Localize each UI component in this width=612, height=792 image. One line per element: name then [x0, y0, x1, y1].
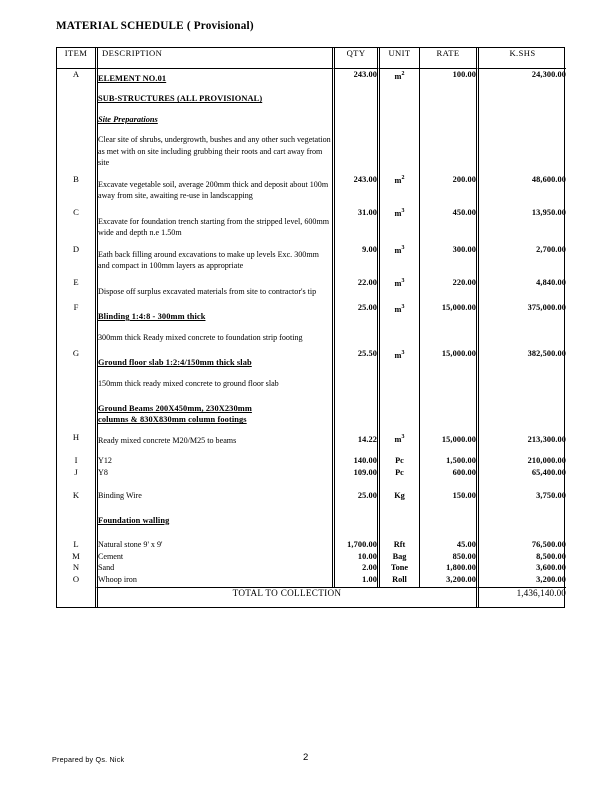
- row-unit: $m^3$: [377, 207, 419, 244]
- row-description-text: Y8: [98, 467, 108, 477]
- row-rate: 1,800.00: [419, 562, 476, 574]
- row-amount: 382,500.00: [476, 348, 566, 394]
- row-amount: [476, 502, 566, 539]
- row-qty: 140.00: [332, 446, 377, 467]
- row-item-letter: H: [72, 431, 80, 442]
- row-item-letter: [57, 502, 95, 539]
- material-schedule-table: [56, 47, 565, 608]
- row-qty: 10.00: [332, 551, 377, 563]
- row-rate: 450.00: [419, 207, 476, 244]
- table-row: [57, 174, 566, 207]
- table-row: [57, 467, 566, 479]
- row-item-letter: C: [73, 206, 79, 217]
- table-row: [57, 302, 566, 348]
- heading-foundation-walling: Foundation walling: [98, 515, 170, 525]
- row-qty: [332, 502, 377, 539]
- row-amount: 375,000.00: [476, 302, 566, 348]
- row-amount: 3,750.00: [476, 478, 566, 502]
- row-description-cell: [95, 277, 332, 303]
- row-item-letter: I: [74, 455, 78, 466]
- spacer: [98, 394, 332, 403]
- row-qty: 1,700.00: [332, 539, 377, 551]
- row-rate: 1,500.00: [419, 446, 476, 467]
- spacer: [98, 369, 332, 378]
- row-rate: 15,000.00: [419, 302, 476, 348]
- spacer: [98, 277, 332, 286]
- row-qty: 243.00: [332, 174, 377, 207]
- row-description-cell: [95, 244, 332, 277]
- spacer: [98, 323, 332, 332]
- page-title: MATERIAL SCHEDULE ( Provisional): [56, 20, 254, 32]
- row-amount: 3,200.00: [476, 574, 566, 588]
- table-header-row: [57, 48, 566, 69]
- row-unit: Pc: [377, 446, 419, 467]
- table-row: [57, 277, 566, 303]
- row-item-letter: E: [73, 276, 79, 287]
- row-item-letter: K: [72, 490, 80, 501]
- heading-ground-beams-line2: columns & 830X830mm column footings: [98, 415, 247, 425]
- row-qty: 243.00: [332, 69, 377, 174]
- row-amount: 48,600.00: [476, 174, 566, 207]
- row-amount: 13,950.00: [476, 207, 566, 244]
- row-description-text: Sand: [98, 563, 115, 573]
- table-row: [57, 446, 566, 467]
- total-value: 1,436,140.00: [476, 587, 566, 607]
- row-description-cell: [95, 446, 332, 467]
- row-description-cell: [95, 562, 332, 574]
- row-item-letter: M: [72, 550, 80, 561]
- row-item-letter: O: [72, 573, 80, 584]
- row-description-cell: [95, 302, 332, 348]
- row-qty: 109.00: [332, 467, 377, 479]
- column-header-item: ITEM: [57, 48, 95, 69]
- row-description-cell: [95, 207, 332, 244]
- row-item-letter: G: [72, 348, 80, 359]
- row-unit: $m^3$: [377, 244, 419, 277]
- row-rate: 600.00: [419, 467, 476, 479]
- row-amount: 210,000.00: [476, 446, 566, 467]
- row-item-letter: B: [73, 173, 79, 184]
- row-description-cell: [95, 69, 332, 174]
- row-description-text: Whoop iron: [98, 574, 137, 584]
- row-item-letter: D: [72, 243, 80, 254]
- row-amount: 76,500.00: [476, 539, 566, 551]
- row-description-text: Ready mixed concrete M20/M25 to beams: [98, 435, 237, 445]
- row-rate: 200.00: [419, 174, 476, 207]
- row-amount: 213,300.00: [476, 394, 566, 446]
- table-row: [57, 502, 566, 539]
- heading-element-no: ELEMENT NO.01: [98, 74, 167, 83]
- row-unit: $m^2$: [377, 174, 419, 207]
- row-rate: 100.00: [419, 69, 476, 174]
- row-amount: 8,500.00: [476, 551, 566, 563]
- row-description-cell: [95, 467, 332, 479]
- heading-ground-floor-slab: Ground floor slab 1:2:4/150mm thick slab: [98, 358, 252, 368]
- table-row: [57, 348, 566, 394]
- row-qty: 25.50: [332, 348, 377, 394]
- column-header-qty: QTY: [332, 48, 377, 69]
- heading-substructures: SUB-STRUCTURES (ALL PROVISIONAL): [98, 94, 263, 104]
- row-rate: 45.00: [419, 539, 476, 551]
- row-rate: 850.00: [419, 551, 476, 563]
- row-unit: Pc: [377, 467, 419, 479]
- table-row: [57, 574, 566, 588]
- row-description-cell: [95, 348, 332, 394]
- column-header-kshs: K.SHS: [476, 48, 566, 69]
- row-amount: 4,840.00: [476, 277, 566, 303]
- total-blank-item: [57, 587, 95, 607]
- row-description-cell: [95, 502, 332, 539]
- heading-blinding: Blinding 1:4:8 - 300mm thick: [98, 312, 206, 322]
- table-row: [57, 478, 566, 502]
- row-item-letter: F: [73, 302, 79, 313]
- table-row: [57, 69, 566, 174]
- row-description-text: Binding Wire: [98, 491, 142, 501]
- row-amount: 2,700.00: [476, 244, 566, 277]
- row-description-text: Eath back filling around excavations to make up levels Exc. 300mm and compact in 100mm layers as appropriate: [98, 249, 319, 271]
- column-header-description: DESCRIPTION: [95, 48, 332, 69]
- row-item-letter: A: [72, 69, 80, 79]
- row-rate: 300.00: [419, 244, 476, 277]
- row-unit: Tone: [377, 562, 419, 574]
- row-unit: $m^3$: [377, 277, 419, 303]
- row-unit: $m^3$: [377, 394, 419, 446]
- row-qty: 31.00: [332, 207, 377, 244]
- row-description-cell: [95, 478, 332, 502]
- row-rate: 220.00: [419, 277, 476, 303]
- column-header-rate: RATE: [419, 48, 476, 69]
- row-description-cell: [95, 574, 332, 588]
- row-description-cell: [95, 551, 332, 563]
- row-unit: $m^3$: [377, 302, 419, 348]
- row-unit: Kg: [377, 478, 419, 502]
- spacer: [98, 426, 332, 435]
- row-amount: 24,300.00: [476, 69, 566, 174]
- row-qty: 2.00: [332, 562, 377, 574]
- total-label: TOTAL TO COLLECTION: [95, 587, 476, 607]
- row-rate: 15,000.00: [419, 394, 476, 446]
- row-qty: 14.22: [332, 394, 377, 446]
- spacer: [98, 302, 332, 311]
- row-description-cell: [95, 174, 332, 207]
- row-amount: 65,400.00: [476, 467, 566, 479]
- row-unit: Rft: [377, 539, 419, 551]
- spacer: [98, 105, 332, 114]
- row-unit: $m^2$: [377, 69, 419, 174]
- row-rate: 3,200.00: [419, 574, 476, 588]
- spacer: [98, 207, 332, 216]
- table-row: [57, 551, 566, 563]
- footer-prepared-by: Prepared by Qs. Nick: [52, 755, 125, 764]
- row-amount: 3,600.00: [476, 562, 566, 574]
- row-qty: 25.00: [332, 302, 377, 348]
- table-row: [57, 562, 566, 574]
- row-rate: 15,000.00: [419, 348, 476, 394]
- spacer: [98, 348, 332, 357]
- row-description-text: Dispose off surplus excavated materials from site to contractor's tip: [98, 286, 317, 296]
- row-unit: Bag: [377, 551, 419, 563]
- row-item-letter: L: [73, 539, 79, 550]
- row-description-cell: [95, 394, 332, 446]
- total-row: [57, 587, 566, 607]
- row-item-letter: J: [74, 466, 78, 477]
- table-row: [57, 207, 566, 244]
- row-rate: 150.00: [419, 478, 476, 502]
- spacer: [98, 125, 332, 134]
- row-qty: 1.00: [332, 574, 377, 588]
- row-description-text: Cement: [98, 551, 124, 561]
- footer-page-number: 2: [303, 752, 309, 763]
- row-rate: [419, 502, 476, 539]
- row-description-text: Excavate vegetable soil, average 200mm thick and deposit about 100m away from site, awaiting re-use in landscapping: [98, 179, 329, 201]
- row-qty: 22.00: [332, 277, 377, 303]
- row-description-text: Excavate for foundation trench starting from the stripped level, 600mm wide and depth n.e 1.50m: [98, 216, 330, 238]
- table-row: [57, 244, 566, 277]
- row-item-letter: N: [72, 562, 80, 573]
- row-description-text: 150mm thick ready mixed concrete to ground floor slab: [98, 378, 279, 388]
- row-description-text: 300mm thick Ready mixed concrete to foundation strip footing: [98, 332, 303, 342]
- row-description-text: Natural stone 9' x 9': [98, 540, 163, 550]
- column-header-unit: UNIT: [377, 48, 419, 69]
- row-description-text: Y12: [98, 456, 112, 466]
- heading-site-preparations: Site Preparations: [98, 114, 158, 124]
- spacer: [98, 84, 332, 93]
- table-row: [57, 394, 566, 446]
- row-description-text: Clear site of shrubs, undergrowth, bushes and any other such vegetation as met with on site including grubbing their roots and cart away from site: [98, 135, 331, 168]
- row-unit: $m^3$: [377, 348, 419, 394]
- row-unit: [377, 502, 419, 539]
- row-qty: 25.00: [332, 478, 377, 502]
- row-description-cell: [95, 539, 332, 551]
- heading-ground-beams-line1: Ground Beams 200X450mm, 230X230mm: [98, 404, 252, 414]
- row-qty: 9.00: [332, 244, 377, 277]
- row-unit: Roll: [377, 574, 419, 588]
- table-row: [57, 539, 566, 551]
